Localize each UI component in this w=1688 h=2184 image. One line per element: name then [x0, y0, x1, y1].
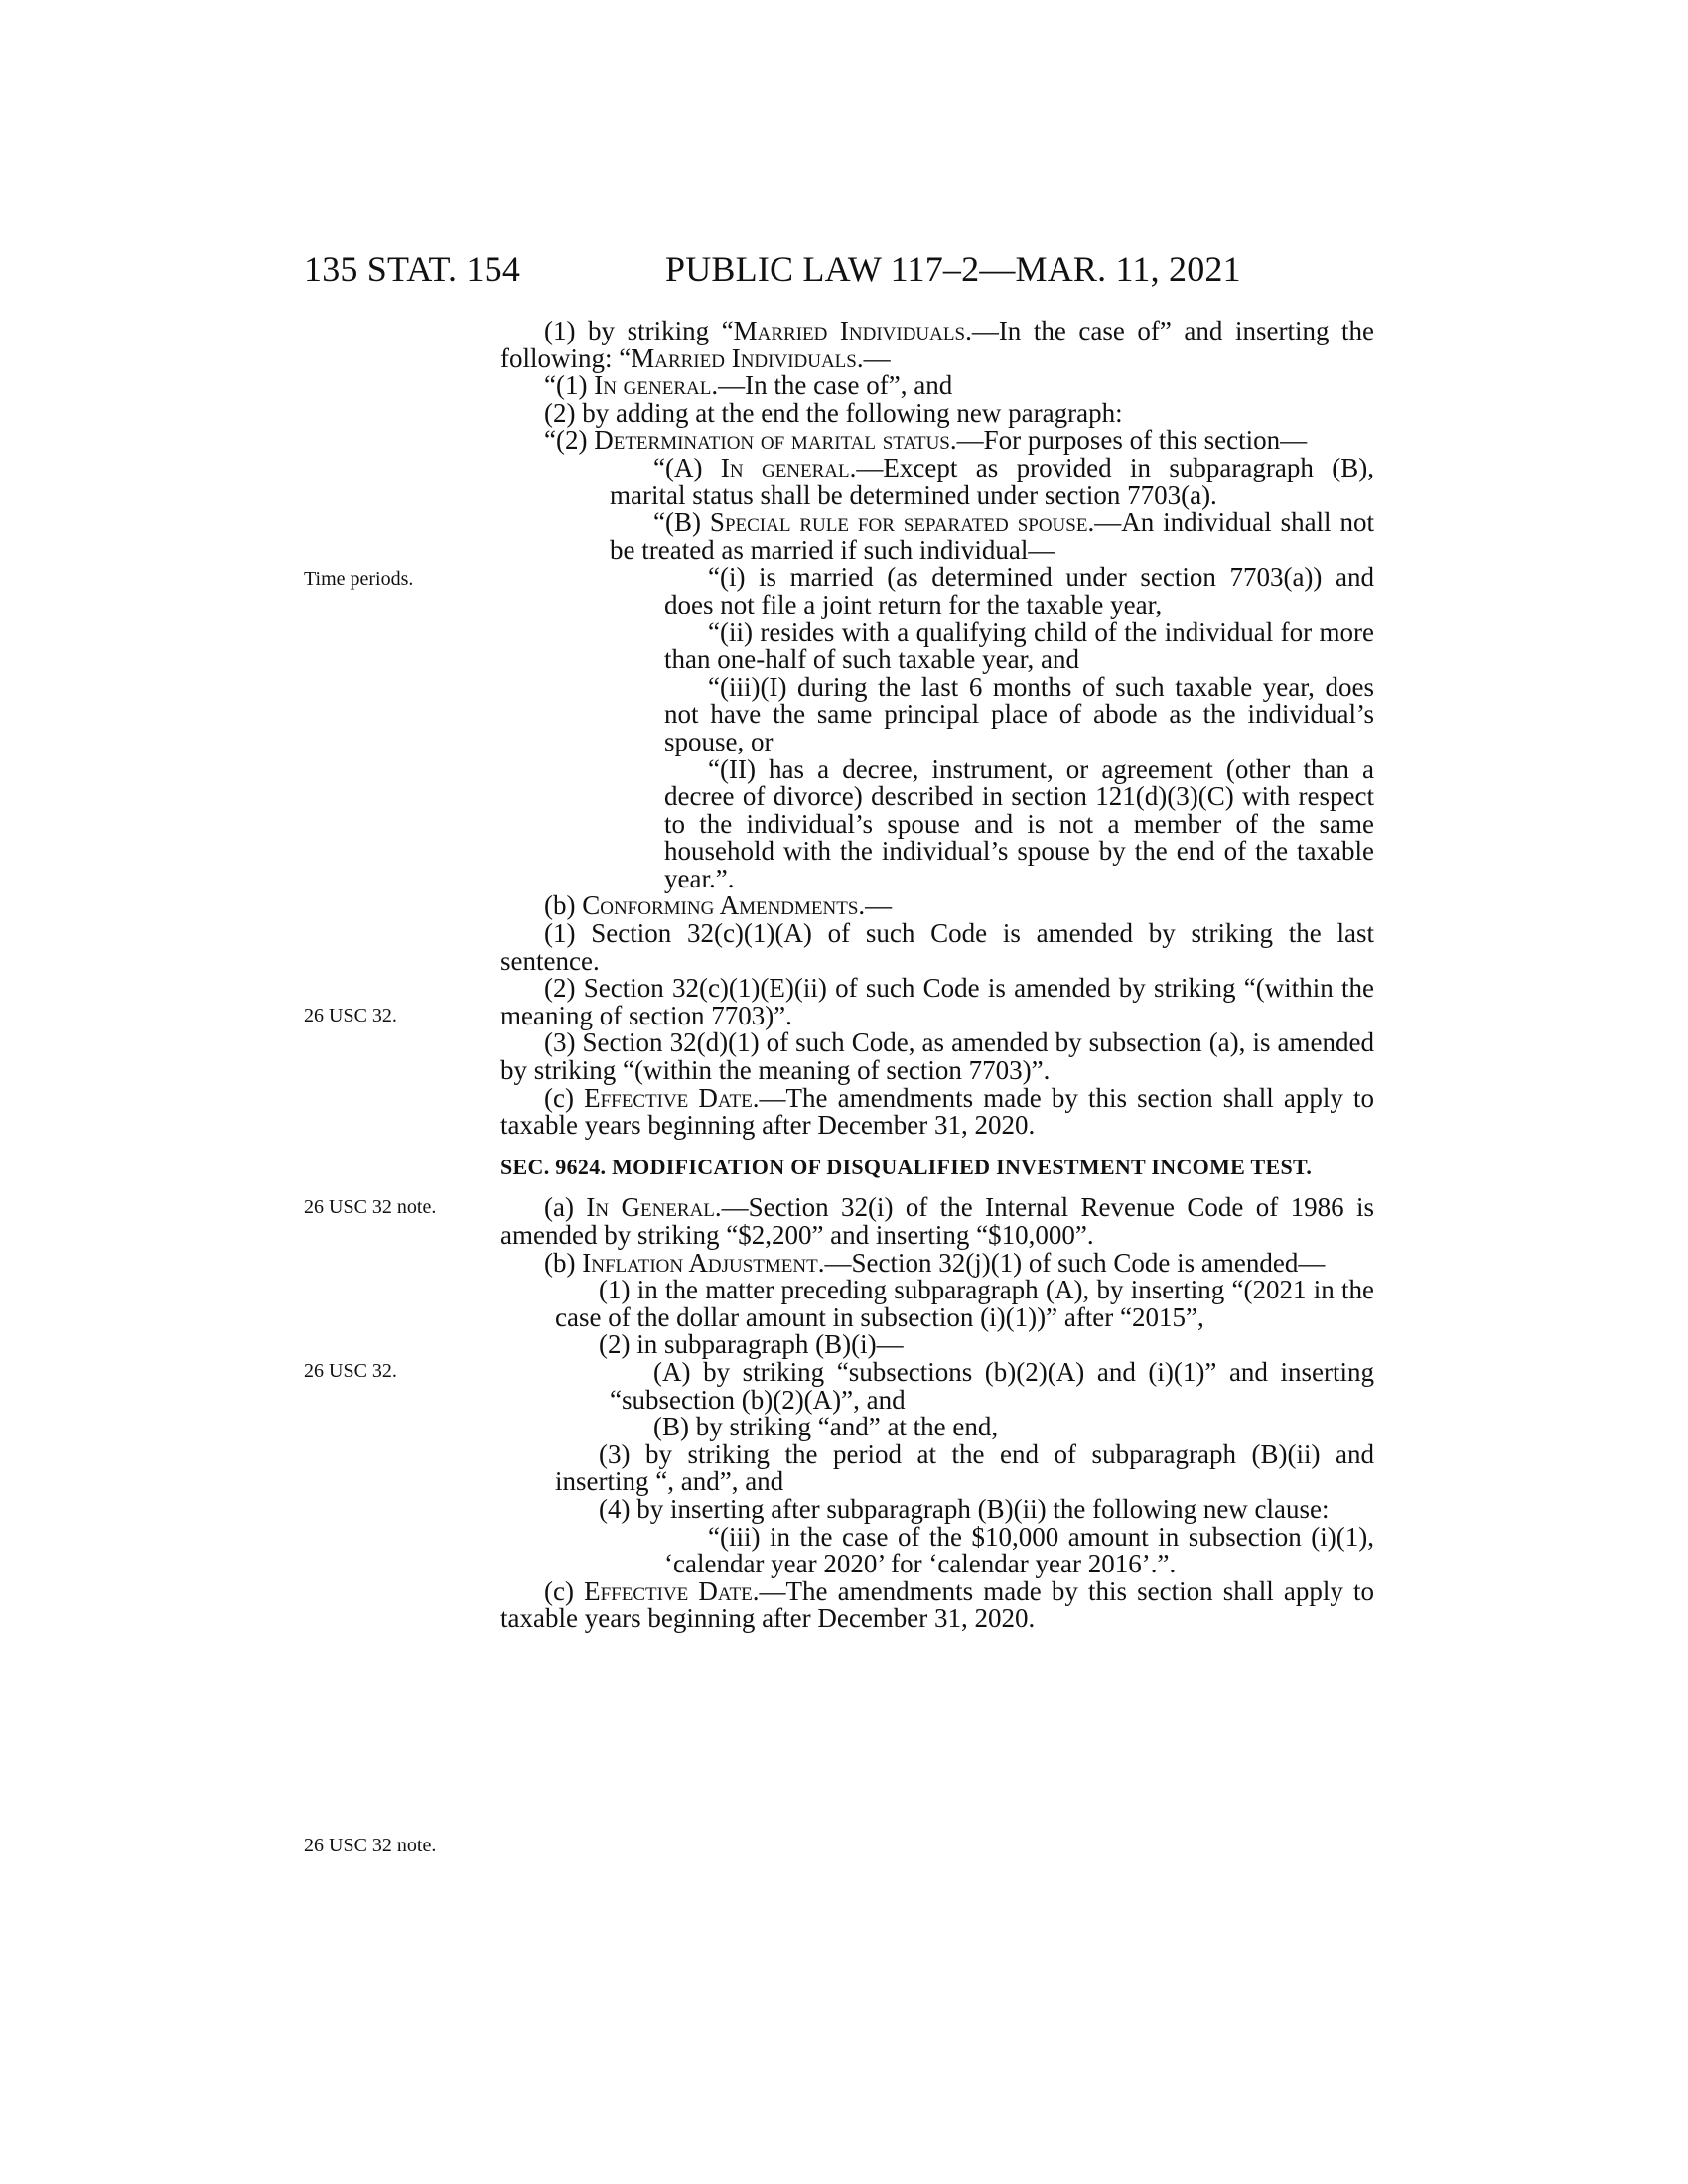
margin-note-usc: 26 USC 32. — [304, 1360, 397, 1382]
margin-note-usc-note: 26 USC 32 note. — [304, 1835, 437, 1856]
paragraph: “(2) Determination of marital status.—For purposes of this section— — [544, 425, 1308, 456]
running-title: PUBLIC LAW 117–2—MAR. 11, 2021 — [665, 249, 1241, 289]
document-body — [500, 318, 1374, 1633]
subparagraph-group — [555, 1356, 1374, 1442]
paragraph: (2) in subparagraph (B)(i)— — [599, 1329, 904, 1360]
subclause-ii: “(II) has a decree, instrument, or agreement (other than a decree of divorce) described in section 121(d)(3)(C) with respect to the individual’s spouse and is not a member of the same household with the individual’s spouse by the end of the taxable year.”. — [664, 753, 1374, 893]
paragraph: (2) Section 32(c)(1)(E)(ii) of such Code is amended by striking “(within the meaning of section 7703)”. — [500, 973, 1374, 1030]
clause-group — [555, 1521, 1374, 1579]
statute-page-number: 135 STAT. 154 — [304, 249, 521, 289]
section-heading: SEC. 9624. MODIFICATION OF DISQUALIFIED INVESTMENT INCOME TEST. — [500, 1154, 1313, 1179]
subparagraph-b: “(B) Special rule for separated spouse.—An individual shall not be treated as married if such individual— — [610, 507, 1374, 565]
paragraph: (1) in the matter preceding subparagraph (A), by inserting “(2021 in the case of the dollar amount in subsection (i)(1))” after “2015”, — [555, 1275, 1374, 1332]
paragraph: (2) by adding at the end the following new paragraph: — [544, 397, 1123, 428]
margin-note-usc: 26 USC 32. — [304, 1005, 397, 1026]
clause-group — [610, 564, 1374, 892]
clause-ii: “(ii) resides with a qualifying child of the individual for more than one-half of such taxable year, and — [664, 616, 1374, 675]
subsection-c-effective-date: (c) Effective Date.—The amendments made by this section shall apply to taxable years beginning after December 31, 2020. — [500, 1082, 1374, 1141]
margin-note-time-periods: Time periods. — [304, 568, 414, 590]
paragraph-group — [500, 1277, 1374, 1578]
clause-iii: “(iii)(I) during the last 6 months of such taxable year, does not have the same principal place of abode as the individual’s spouse, or — [664, 671, 1374, 756]
subsection-b: (b) Inflation Adjustment.—Section 32(j)(1) of such Code is amended— — [544, 1247, 1326, 1278]
clause-i: “(i) is married (as determined under section 7703(a)) and does not file a joint return for the taxable year, — [664, 562, 1374, 619]
subsection-a: (a) In General.—Section 32(i) of the Internal Revenue Code of 1986 is amended by striking “$2,200” and inserting “$10,000”. — [500, 1192, 1374, 1250]
subsection-b-heading: (b) Conforming Amendments.— — [544, 890, 893, 921]
subparagraph: (A) by striking “subsections (b)(2)(A) and (i)(1)” and inserting “subsection (b)(2)(A)”, and — [610, 1356, 1374, 1415]
subparagraph: (B) by striking “and” at the end, — [653, 1412, 999, 1442]
paragraph: “(1) In general.—In the case of”, and — [544, 370, 953, 401]
paragraph: (3) Section 32(d)(1) of such Code, as amended by subsection (a), is amended by striking “(within the meaning of section 7703)”. — [500, 1027, 1374, 1086]
subsection-c-effective-date: (c) Effective Date.—The amendments made by this section shall apply to taxable years beginning after December 31, 2020. — [500, 1575, 1374, 1634]
margin-note-usc-note: 26 USC 32 note. — [304, 1196, 437, 1218]
paragraph: (3) by striking the period at the end of subparagraph (B)(ii) and inserting “, and”, and — [555, 1438, 1374, 1497]
subparagraph-group — [500, 452, 1374, 893]
paragraph: (1) by striking “Married Individuals.—In the case of” and inserting the following: “Married Individuals.— — [500, 316, 1374, 373]
clause-iii: “(iii) in the case of the $10,000 amount in subsection (i)(1), ‘calendar year 2020’ for ‘calendar year 2016’.”. — [664, 1521, 1374, 1579]
subparagraph-a: “(A) In general.—Except as provided in subparagraph (B), marital status shall be determined under section 7703(a). — [610, 452, 1374, 510]
paragraph: (1) Section 32(c)(1)(A) of such Code is amended by striking the last sentence. — [500, 918, 1374, 976]
paragraph: (4) by inserting after subparagraph (B)(ii) the following new clause: — [599, 1493, 1330, 1524]
